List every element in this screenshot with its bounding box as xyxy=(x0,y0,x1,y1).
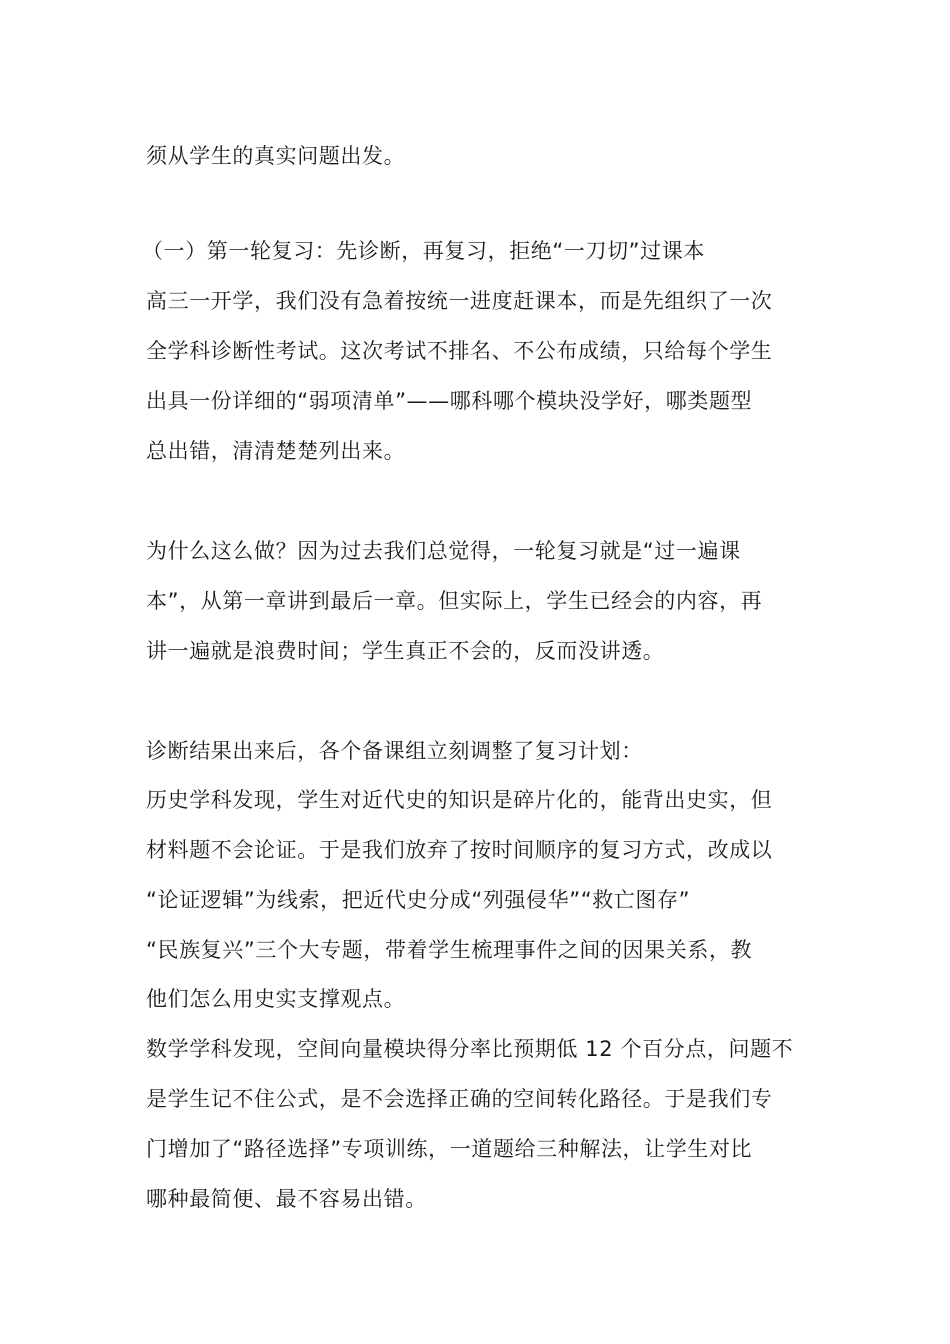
text-line: 数学学科发现，空间向量模块得分率比预期低 12 个百分点，问题不 xyxy=(146,1037,794,1061)
text-line: 总出错，清清楚楚列出来。 xyxy=(146,439,406,463)
text-line: “民族复兴”三个大专题，带着学生梳理事件之间的因果关系，教 xyxy=(146,938,753,962)
text-line: 出具一份详细的“弱项清单”——哪科哪个模块没学好，哪类题型 xyxy=(146,389,753,413)
text-line: 他们怎么用史实支撑观点。 xyxy=(146,987,406,1011)
text-line: 门增加了“路径选择”专项训练，一道题给三种解法，让学生对比 xyxy=(146,1137,753,1161)
text-line: 本”，从第一章讲到最后一章。但实际上，学生已经会的内容，再 xyxy=(146,589,763,613)
text-line: 讲一遍就是浪费时间；学生真正不会的，反而没讲透。 xyxy=(146,639,665,663)
text-line: 全学科诊断性考试。这次考试不排名、不公布成绩，只给每个学生 xyxy=(146,339,773,363)
text-line: 为什么这么做？因为过去我们总觉得，一轮复习就是“过一遍课 xyxy=(146,539,741,563)
text-line: 哪种最简便、最不容易出错。 xyxy=(146,1187,427,1211)
text-line: 须从学生的真实问题出发。 xyxy=(146,144,406,168)
text-line: 材料题不会论证。于是我们放弃了按时间顺序的复习方式，改成以 xyxy=(146,838,773,862)
text-line: 是学生记不住公式，是不会选择正确的空间转化路径。于是我们专 xyxy=(146,1087,773,1111)
text-line: 高三一开学，我们没有急着按统一进度赶课本，而是先组织了一次 xyxy=(146,289,773,313)
text-line: 诊断结果出来后，各个备课组立刻调整了复习计划： xyxy=(146,739,643,763)
text-line: “论证逻辑”为线索，把近代史分成“列强侵华”“救亡图存” xyxy=(146,888,691,912)
text-line: 历史学科发现，学生对近代史的知识是碎片化的，能背出史实，但 xyxy=(146,788,773,812)
section-heading: （一）第一轮复习：先诊断，再复习，拒绝“一刀切”过课本 xyxy=(142,239,705,263)
